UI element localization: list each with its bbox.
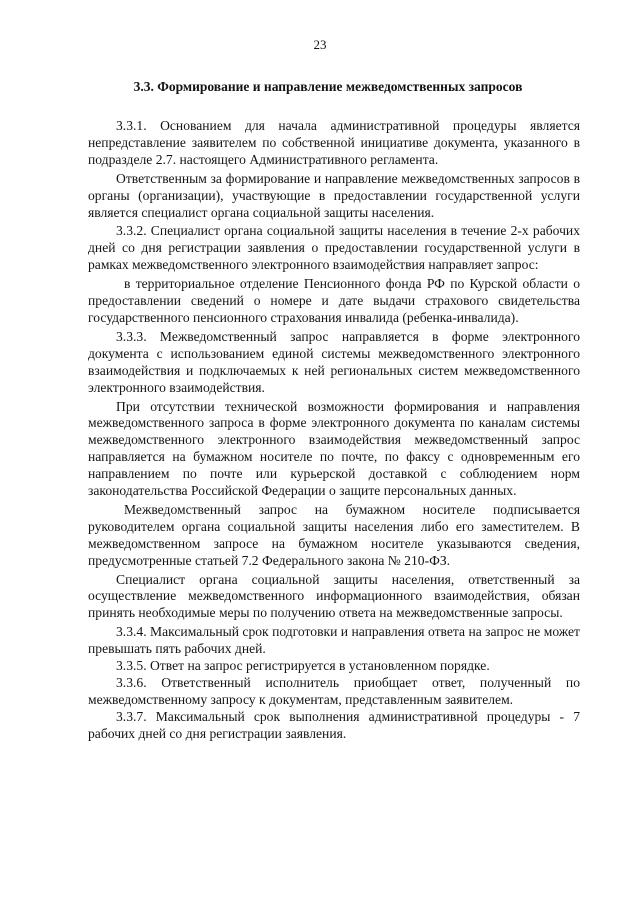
- document-body: [88, 118, 580, 743]
- paragraph-3-3-5: 3.3.5. Ответ на запрос регистрируется в установленном порядке.: [116, 658, 490, 674]
- section-heading: 3.3. Формирование и направление межведомственных запросов: [133, 79, 523, 94]
- paragraph-3-3-7: 3.3.7. Максимальный срок выполнения административной процедуры - 7 рабочих дней со дня регистрации заявления.: [88, 708, 580, 741]
- paragraph-pension-fund: в территориальное отделение Пенсионного фонда РФ по Курской области о предоставлении сведений о номере и дате выдачи страхового свидетельства государственного пенсионного страхования инвалида (ребенка-инвалида).: [88, 276, 580, 325]
- paragraph-paper-request: Межведомственный запрос на бумажном носителе подписывается руководителем органа социальной защиты населения либо его заместителем. В межведомственном запросе на бумажном носителе указываются сведения, предусмотренные статьей 7.2 Федерального закона № 210-ФЗ.: [88, 501, 580, 568]
- paragraph-3-3-4: 3.3.4. Максимальный срок подготовки и направления ответа на запрос не может превышать пять рабочих дней.: [88, 624, 580, 657]
- paragraph-no-technical-possibility: При отсутствии технической возможности формирования и направления межведомственного запроса в форме электронного документа по каналам системы межведомственного электронного взаимодействия межведомственный запрос направляется на бумажном носителе по почте, по факсу с одновременным его направлением по почте или курьерской доставкой с соблюдением норм законодательства Российской Федерации о защите персональных данных.: [88, 398, 580, 499]
- page-number: 23: [313, 37, 327, 52]
- paragraph-3-3-1: 3.3.1. Основанием для начала административной процедуры является непредставление заявителем по собственной инициативе документа, указанного в подразделе 2.7. настоящего Административного регламента.: [88, 118, 580, 167]
- paragraph-specialist-obliged: Специалист органа социальной защиты населения, ответственный за осуществление межведомственного информационного взаимодействия, обязан принять необходимые меры по получению ответа на межведомственные запросы.: [88, 571, 580, 621]
- paragraph-3-3-3: 3.3.3. Межведомственный запрос направляется в форме электронного документа с использованием единой системы межведомственного электронного взаимодействия и подключаемых к ней региональных систем межведомственного электронного взаимодействия.: [88, 328, 580, 395]
- paragraph-3-3-2: 3.3.2. Специалист органа социальной защиты населения в течение 2-х рабочих дней со дня регистрации заявления о предоставлении государственной услуги в рамках межведомственного электронного взаимодействия направляет запрос:: [88, 223, 580, 273]
- paragraph-3-3-6: 3.3.6. Ответственный исполнитель приобщает ответ, полученный по межведомственному запросу к документам, представленным заявителем.: [88, 675, 580, 707]
- paragraph-responsible: Ответственным за формирование и направление межведомственных запросов в органы (организации), участвующие в предоставлении государственной услуги является специалист органа социальной защиты населения.: [88, 170, 580, 220]
